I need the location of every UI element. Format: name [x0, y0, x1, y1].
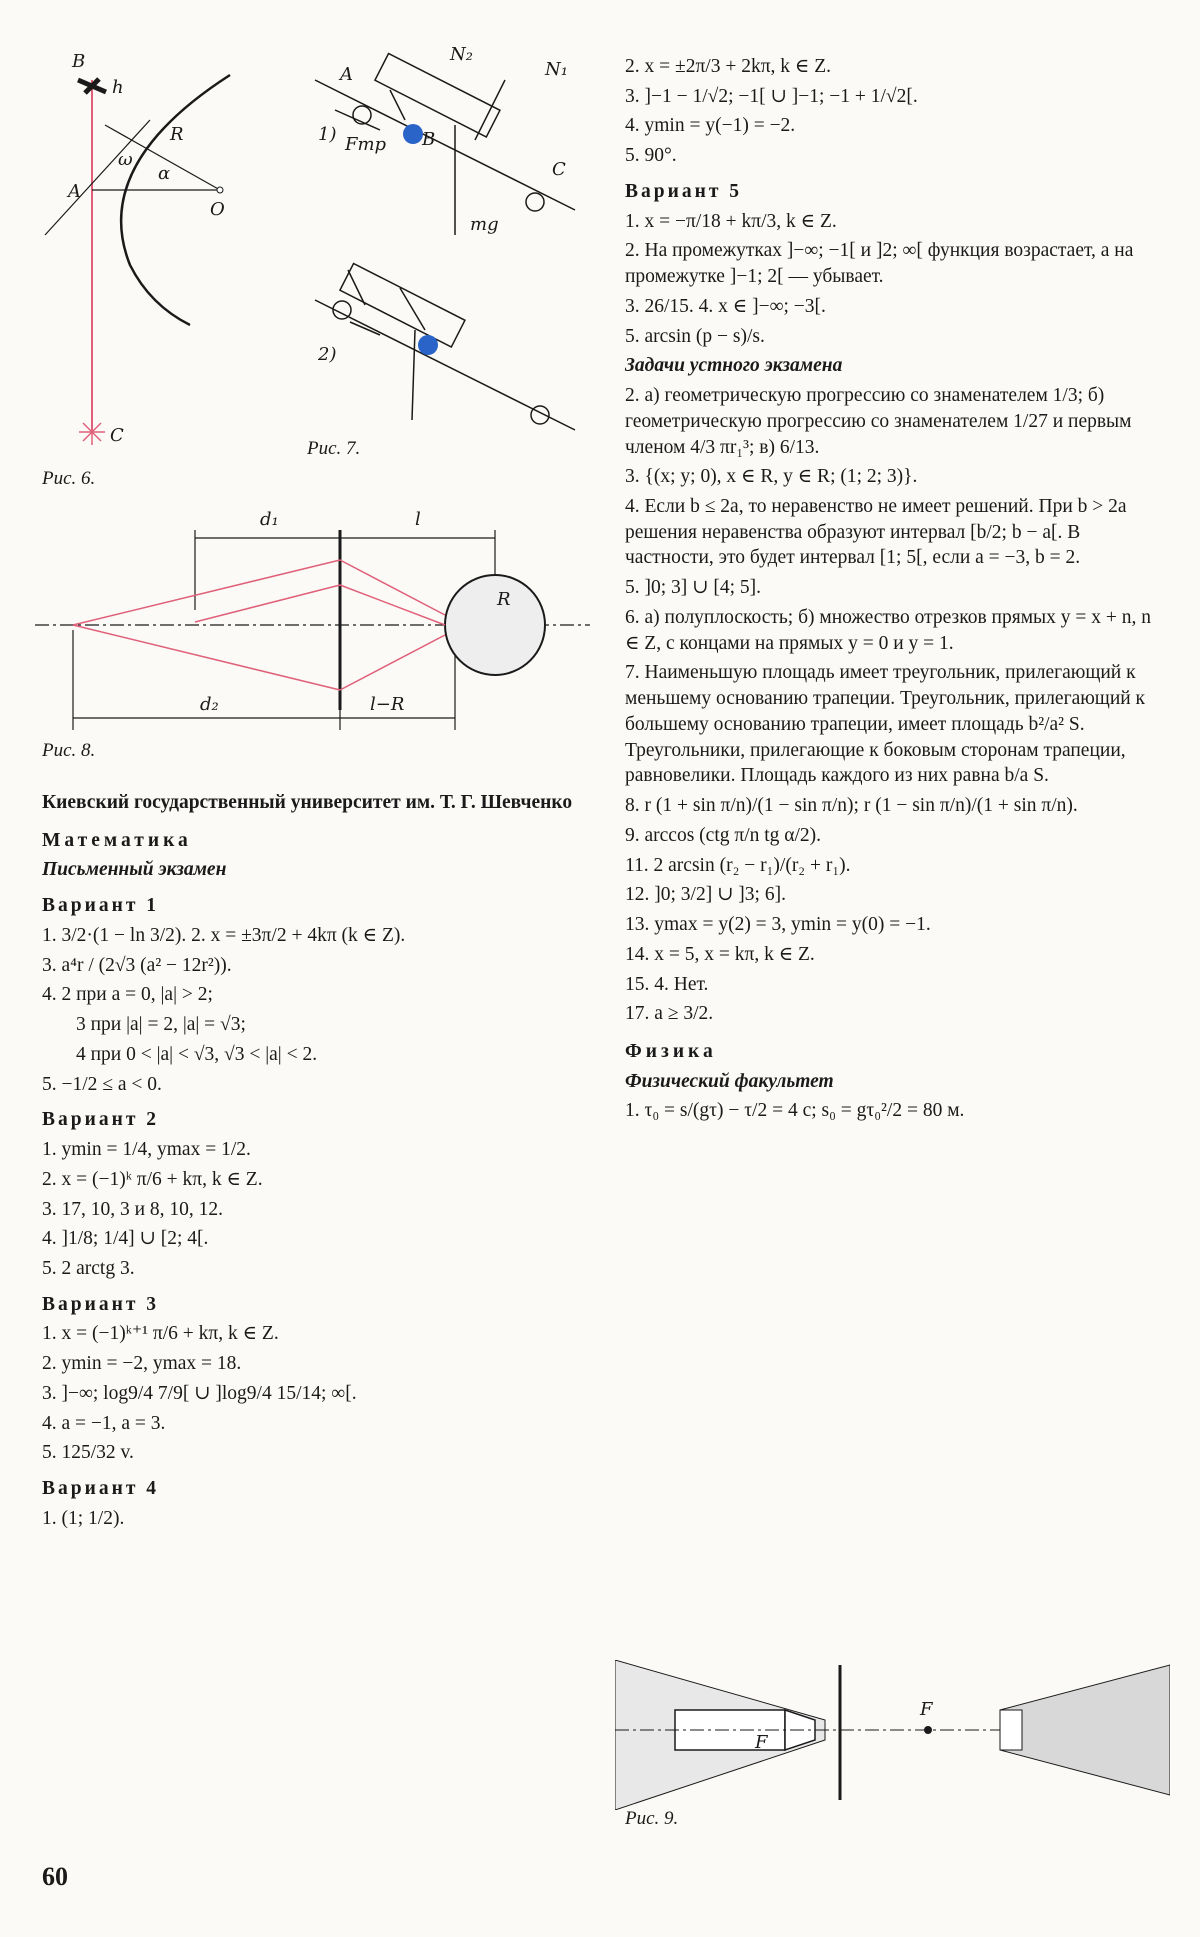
fig7-label-2: 2) [318, 344, 337, 365]
fig8-label-r: R [497, 589, 511, 610]
answer: 2. x = (−1)ᵏ π/6 + kπ, k ∈ Z. [42, 1168, 263, 1190]
answer: 13. ymax = y(2) = 3, ymin = y(0) = −1. [625, 914, 931, 936]
answer: 11. 2 arcsin (r₂ − r₁)/(r₂ + r₁). [625, 854, 851, 876]
fig6-label-b: B [72, 51, 86, 72]
answer: 3. ]−∞; log9/4 7/9[ ∪ ]log9/4 15/14; ∞[. [42, 1382, 357, 1404]
fig7-label-ftr: Fтр [345, 134, 387, 155]
page-number: 60 [42, 1862, 68, 1891]
fig7-label-n2: N₂ [450, 44, 473, 65]
answer: 14. x = 5, x = kπ, k ∈ Z. [625, 943, 815, 965]
answer: 1. τ₀ = s/(gτ) − τ/2 = 4 с; s₀ = gτ₀²/2 = 80 м. [625, 1100, 965, 1122]
right-column [625, 50, 1165, 1128]
answer: 5. 90°. [625, 145, 677, 167]
answer: 8. r (1 + sin π/n)/(1 − sin π/n); r (1 − sin π/n)/(1 + sin π/n). [625, 795, 1078, 817]
answer: 4. Если b ≤ 2a, то неравенство не имеет решений. При b > 2a решения неравенства образуют интервал [b/2; b − a[. В частности, это будет интервал [1; 5[, если a = −3, b = 2. [625, 496, 1127, 569]
answer: 1. 3/2·(1 − ln 3/2). 2. x = ±3π/2 + 4kπ (k ∈ Z). [42, 924, 406, 946]
physics-title: Физика [625, 1040, 717, 1062]
answer: 4 при 0 < |a| < √3, √3 < |a| < 2. [76, 1043, 318, 1065]
answer: 6. а) полуплоскость; б) множество отрезков прямых y = x + n, n ∈ Z, с концами на прямых y = 0 и y = 1. [625, 606, 1152, 654]
oral-exam-title: Задачи устного экзамена [625, 355, 843, 377]
answer: 5. 2 arctg 3. [42, 1258, 135, 1280]
subject-title: Математика [42, 829, 192, 851]
fig8-caption: Рис. 8. [42, 740, 96, 761]
fig8-label-d2: d₂ [200, 694, 219, 715]
answer: 2. На промежутках ]−∞; −1[ и ]2; ∞[ функция возрастает, а на промежутке ]−1; 2[ — убывает. [625, 240, 1134, 288]
physics-faculty: Физический факультет [625, 1070, 834, 1092]
answer: 5. arcsin (p − s)/s. [625, 325, 765, 347]
fig7-label-1: 1) [318, 124, 337, 145]
figure-6 [30, 45, 270, 455]
answer: 3 при |a| = 2, |a| = √3; [76, 1014, 246, 1036]
exam-title: Письменный экзамен [42, 859, 227, 881]
answer: 1. x = −π/18 + kπ/3, k ∈ Z. [625, 210, 837, 232]
answer: 4. ]1/8; 1/4] ∪ [2; 4[. [42, 1228, 209, 1250]
answer: 5. −1/2 ≤ a < 0. [42, 1073, 162, 1095]
variant-title: Вариант 5 [625, 180, 743, 202]
answer: 3. {(x; y; 0), x ∈ R, y ∈ R; (1; 2; 3)}. [625, 466, 918, 488]
figure-9 [615, 1660, 1170, 1810]
fig8-label-d1: d₁ [260, 509, 279, 530]
fig7-caption: Рис. 7. [307, 438, 361, 459]
figure-7 [300, 40, 600, 440]
fig9-label-f-right: F [920, 1699, 933, 1720]
fig7-label-mg: mg [470, 214, 499, 235]
answer: 1. ymin = 1/4, ymax = 1/2. [42, 1139, 251, 1161]
left-column [42, 790, 602, 1536]
fig8-label-l: l [415, 509, 421, 530]
answer: 1. x = (−1)ᵏ⁺¹ π/6 + kπ, k ∈ Z. [42, 1323, 279, 1345]
fig7-label-b: B [422, 129, 436, 150]
answer: 4. ymin = y(−1) = −2. [625, 115, 796, 137]
fig7-label-n1: N₁ [545, 59, 568, 80]
fig6-label-c: C [110, 425, 124, 446]
answer: 2. а) геометрическую прогрессию со знаменателем 1/3; б) геометрическую прогрессию со знаменателем 1/27 и первым членом 4/3 πr₁³; в) 6/13. [625, 385, 1132, 458]
answer: 15. 4. Нет. [625, 973, 709, 995]
variant-title: Вариант 4 [42, 1478, 160, 1500]
variant-title: Вариант 3 [42, 1293, 160, 1315]
fig7-label-c: C [552, 159, 566, 180]
answer: 5. 125/32 v. [42, 1442, 134, 1464]
variant-title: Вариант 1 [42, 895, 160, 917]
fig6-label-a: A [68, 181, 81, 202]
answer: 2. x = ±2π/3 + 2kπ, k ∈ Z. [625, 56, 832, 77]
fig9-caption: Рис. 9. [625, 1808, 679, 1829]
fig6-label-r: R [170, 124, 184, 145]
fig6-label-omega: ω [118, 149, 133, 170]
fig6-label-o: O [210, 199, 225, 220]
answer: 3. 17, 10, 3 и 8, 10, 12. [42, 1198, 224, 1220]
fig8-label-lr: l−R [370, 694, 405, 715]
answer: 4. a = −1, a = 3. [42, 1412, 166, 1434]
answer: 12. ]0; 3/2] ∪ ]3; 6]. [625, 884, 786, 906]
figure-8 [35, 500, 595, 740]
answer: 9. arccos (ctg π/n tg α/2). [625, 824, 822, 846]
fig7-label-a: A [340, 64, 353, 85]
answer: 17. a ≥ 3/2. [625, 1003, 714, 1025]
answer: 2. ymin = −2, ymax = 18. [42, 1353, 242, 1375]
answer: 3. ]−1 − 1/√2; −1[ ∪ ]−1; −1 + 1/√2[. [625, 85, 918, 107]
answer: 4. 2 при a = 0, |a| > 2; [42, 984, 213, 1006]
fig6-caption: Рис. 6. [42, 468, 96, 489]
answer: 1. (1; 1/2). [42, 1507, 125, 1529]
answer: 7. Наименьшую площадь имеет треугольник, прилегающий к меньшему основанию трапеции. Треугольник, прилегающий к большему основанию трапеции, имеет площадь b²/a² S. Треугольники, прилегающие к боковым сторонам трапеции, равновелики. Площадь каждого из них равна b/a S. [625, 662, 1146, 787]
answer: 3. 26/15. 4. x ∈ ]−∞; −3[. [625, 295, 826, 317]
fig6-label-h: h [112, 77, 124, 98]
variant-title: Вариант 2 [42, 1109, 160, 1131]
university-name: Киевский государственный университет им. Т. Г. Шевченко [42, 792, 573, 813]
answer: 5. ]0; 3] ∪ [4; 5]. [625, 577, 762, 599]
fig6-label-alpha: α [158, 163, 171, 184]
answer: 3. a⁴r / (2√3 (a² − 12r²)). [42, 954, 232, 976]
fig9-label-f-left: F [755, 1732, 768, 1753]
